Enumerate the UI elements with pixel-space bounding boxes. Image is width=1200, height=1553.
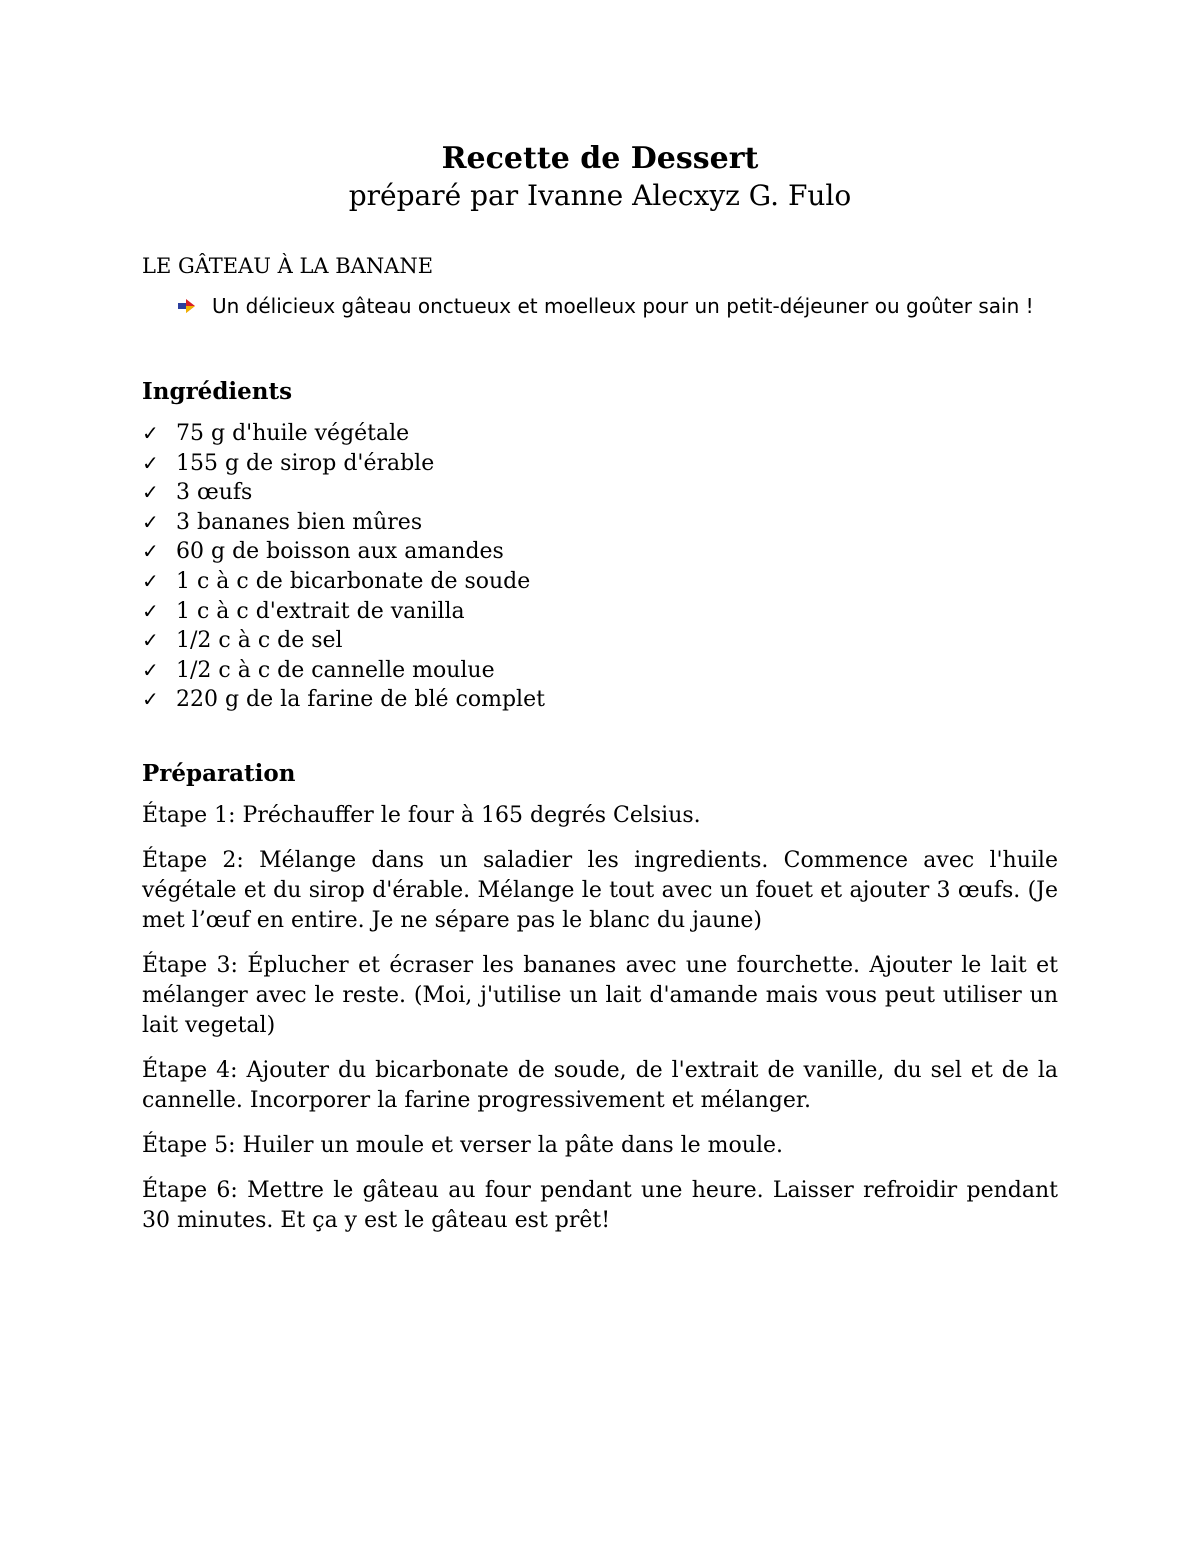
ingredient-item: [142, 449, 1058, 479]
ingredient-text: 1 c à c d'extrait de vanilla: [176, 598, 465, 624]
document-page: [142, 140, 1058, 1251]
check-mark-icon: ✓: [142, 628, 159, 653]
preparation-step: Étape 1: Préchauffer le four à 165 degrés Celsius.: [142, 802, 701, 828]
ingredient-text: 155 g de sirop d'érable: [176, 450, 435, 476]
arrow-bullet-icon: [178, 297, 196, 315]
check-mark-icon: ✓: [142, 657, 159, 682]
preparation-step: Étape 6: Mettre le gâteau au four pendant une heure. Laisser refroidir pendant 30 minutes. Et ça y est le gâteau est prêt!: [142, 1177, 1058, 1233]
check-mark-icon: ✓: [142, 509, 159, 534]
ingredient-item: [142, 685, 1058, 715]
preparation-step: Étape 2: Mélange dans un saladier les ingredients. Commence avec l'huile végétale et du sirop d'érable. Mélange le tout avec un fouet et ajouter 3 œufs. (Je met l’œuf en entire. Je ne sépare pas le blanc du jaune): [142, 847, 1058, 933]
ingredient-text: 1/2 c à c de sel: [176, 628, 343, 654]
check-mark-icon: ✓: [142, 687, 159, 712]
ingredient-item: [142, 597, 1058, 627]
recipe-description: [142, 293, 1058, 320]
check-mark-icon: ✓: [142, 568, 159, 593]
ingredient-text: 60 g de boisson aux amandes: [176, 539, 504, 565]
ingredient-text: 1/2 c à c de cannelle moulue: [176, 657, 495, 683]
check-mark-icon: ✓: [142, 598, 159, 623]
ingredient-text: 220 g de la farine de blé complet: [176, 687, 545, 713]
ingredient-text: 3 bananes bien mûres: [176, 509, 423, 535]
ingredients-list: [142, 419, 1058, 715]
recipe-name: LE GÂTEAU À LA BANANE: [142, 254, 434, 278]
ingredient-item: [142, 537, 1058, 567]
check-mark-icon: ✓: [142, 539, 159, 564]
ingredient-text: 3 œufs: [176, 480, 253, 506]
preparation-steps: [142, 801, 1058, 1236]
check-mark-icon: ✓: [142, 421, 159, 445]
ingredient-text: 75 g d'huile végétale: [176, 421, 410, 446]
preparation-heading: Préparation: [142, 759, 296, 787]
preparation-step: Étape 4: Ajouter du bicarbonate de soude, de l'extrait de vanille, du sel et de la cannelle. Incorporer la farine progressivement et mélanger.: [142, 1057, 1058, 1113]
preparation-step: Étape 5: Huiler un moule et verser la pâte dans le moule.: [142, 1132, 783, 1158]
ingredient-item: [142, 567, 1058, 597]
ingredient-item: [142, 508, 1058, 538]
ingredient-item: [142, 419, 1058, 449]
check-mark-icon: ✓: [142, 480, 159, 505]
document-title: Recette de Dessert: [441, 141, 759, 176]
check-mark-icon: ✓: [142, 450, 159, 475]
ingredient-item: [142, 626, 1058, 656]
ingredient-item: [142, 656, 1058, 686]
ingredient-text: 1 c à c de bicarbonate de soude: [176, 568, 531, 594]
preparation-step: Étape 3: Éplucher et écraser les bananes avec une fourchette. Ajouter le lait et mélanger avec le reste. (Moi, j'utilise un lait d'amande mais vous peut utiliser un lait vegetal): [142, 952, 1058, 1038]
document-subtitle: préparé par Ivanne Alecxyz G. Fulo: [348, 179, 852, 212]
ingredient-item: [142, 478, 1058, 508]
ingredients-heading: Ingrédients: [142, 378, 293, 405]
description-text: Un délicieux gâteau onctueux et moelleux pour un petit-déjeuner ou goûter sain !: [212, 294, 1034, 318]
